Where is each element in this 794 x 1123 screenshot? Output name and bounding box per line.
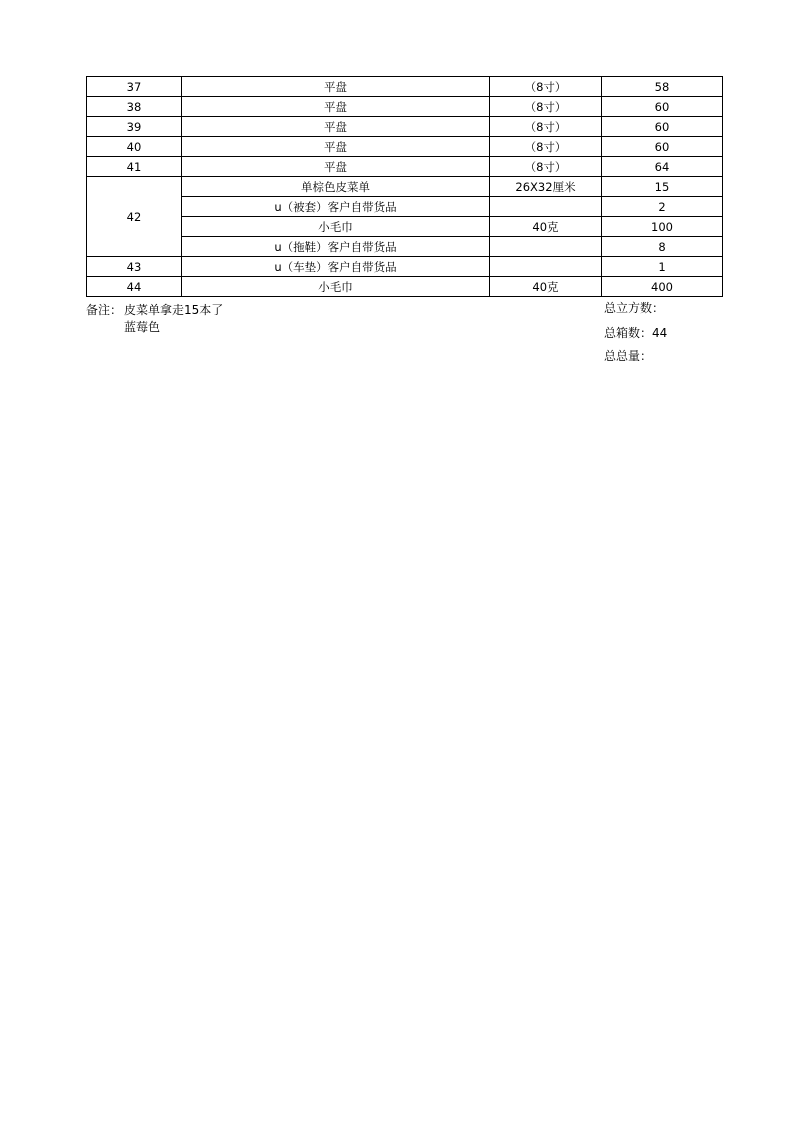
total-boxes: 总箱数：44 (604, 326, 668, 340)
item-number: 44 (87, 277, 182, 297)
notes-line-1: 皮菜单拿走15本了 (124, 303, 224, 317)
item-quantity: 60 (602, 97, 723, 117)
item-name: u（拖鞋）客户自带货品 (182, 237, 490, 257)
item-name: u（车垫）客户自带货品 (182, 257, 490, 277)
table-row (87, 197, 723, 217)
table-row (87, 77, 723, 97)
item-name: 平盘 (182, 117, 490, 137)
table-row (87, 97, 723, 117)
item-spec: （8寸） (490, 97, 602, 117)
item-quantity: 1 (602, 257, 723, 277)
table-row (87, 237, 723, 257)
item-number: 42 (87, 177, 182, 257)
item-quantity: 58 (602, 77, 723, 97)
item-name: 单棕色皮菜单 (182, 177, 490, 197)
item-quantity: 64 (602, 157, 723, 177)
item-spec: （8寸） (490, 157, 602, 177)
table-row (87, 277, 723, 297)
item-spec: 40克 (490, 217, 602, 237)
item-quantity: 100 (602, 217, 723, 237)
notes-label: 备注： (86, 303, 123, 317)
table-row (87, 157, 723, 177)
item-name: u（被套）客户自带货品 (182, 197, 490, 217)
item-number: 39 (87, 117, 182, 137)
item-number: 37 (87, 77, 182, 97)
item-name: 平盘 (182, 97, 490, 117)
item-spec: 40克 (490, 277, 602, 297)
item-name: 平盘 (182, 77, 490, 97)
item-name: 小毛巾 (182, 217, 490, 237)
notes-line-2: 蓝莓色 (124, 320, 161, 334)
total-weight: 总总量： (604, 349, 653, 363)
item-name: 小毛巾 (182, 277, 490, 297)
item-quantity: 8 (602, 237, 723, 257)
item-spec: （8寸） (490, 117, 602, 137)
item-name: 平盘 (182, 157, 490, 177)
item-spec: （8寸） (490, 77, 602, 97)
item-quantity: 60 (602, 117, 723, 137)
item-number: 43 (87, 257, 182, 277)
item-spec: （8寸） (490, 137, 602, 157)
table-row (87, 177, 723, 197)
table-row (87, 117, 723, 137)
table-row (87, 217, 723, 237)
item-quantity: 2 (602, 197, 723, 217)
item-spec (490, 197, 602, 217)
item-quantity: 400 (602, 277, 723, 297)
item-spec (490, 257, 602, 277)
total-volume: 总立方数： (604, 301, 665, 315)
table-row (87, 257, 723, 277)
item-number: 38 (87, 97, 182, 117)
item-number: 41 (87, 157, 182, 177)
item-spec: 26X32厘米 (490, 177, 602, 197)
packing-list-table (86, 76, 723, 297)
item-quantity: 60 (602, 137, 723, 157)
item-quantity: 15 (602, 177, 723, 197)
table-row (87, 137, 723, 157)
item-name: 平盘 (182, 137, 490, 157)
item-spec (490, 237, 602, 257)
item-number: 40 (87, 137, 182, 157)
